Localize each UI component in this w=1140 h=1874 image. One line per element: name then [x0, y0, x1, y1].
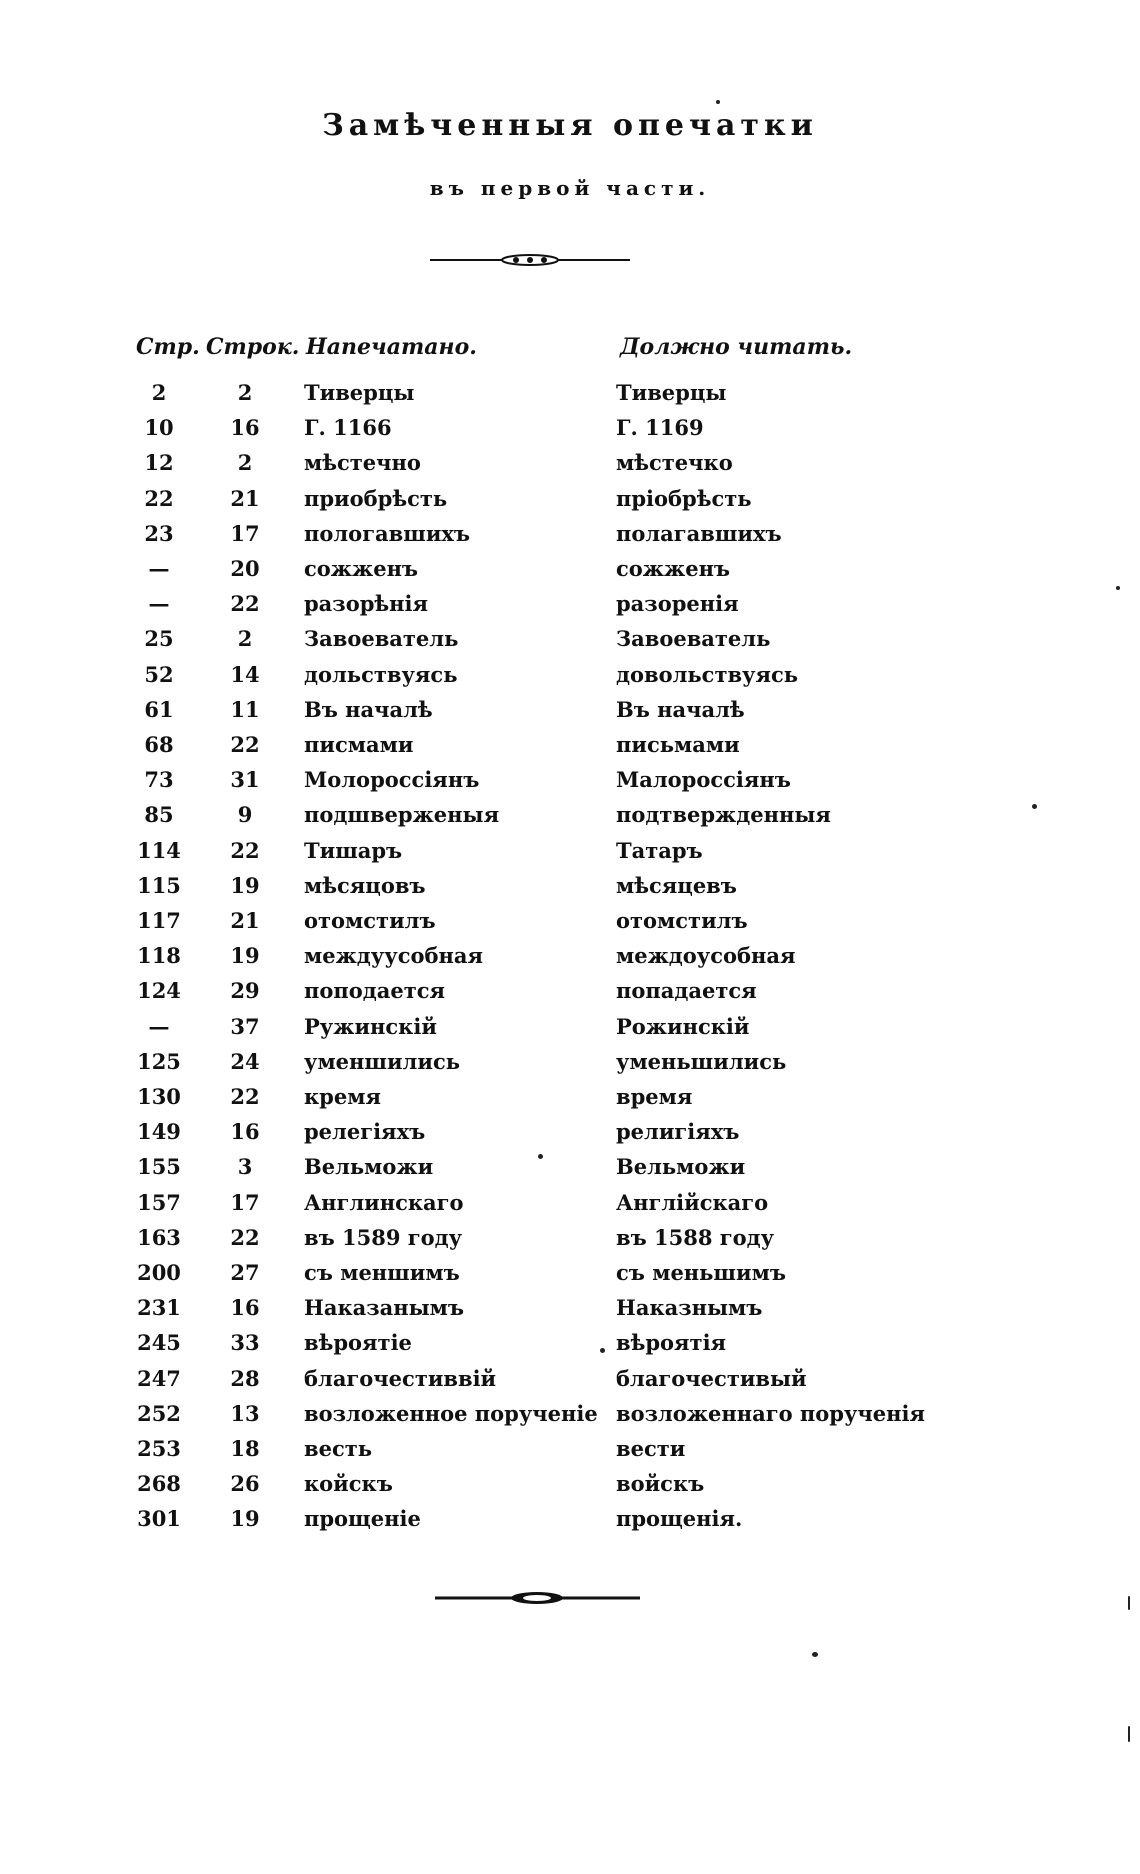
- row-page-number: 23: [144, 520, 174, 546]
- row-correct-text: Англійскаго: [616, 1189, 769, 1215]
- row-page-number: 2: [151, 380, 167, 405]
- row-line-number: 2: [237, 626, 253, 652]
- row-correct-text: пріобрѣсть: [616, 485, 752, 511]
- row-line-number: 18: [230, 1436, 260, 1461]
- row-correct-text: попадается: [616, 978, 757, 1004]
- row-correct-text: междоусобная: [616, 943, 796, 969]
- row-correct-text: Г. 1169: [616, 415, 704, 441]
- row-line-number: 16: [230, 415, 260, 441]
- row-line-number: 2: [237, 450, 253, 476]
- row-line-number: 28: [230, 1365, 260, 1391]
- row-correct-text: отомстилъ: [616, 908, 748, 933]
- header-page: Стр.: [136, 334, 200, 360]
- row-correct-text: религіяхъ: [616, 1119, 740, 1145]
- table-row: [0, 1225, 1140, 1260]
- row-correct-text: уменьшились: [616, 1048, 787, 1074]
- row-page-number: —: [148, 591, 170, 617]
- row-line-number: 19: [230, 1506, 260, 1532]
- row-printed-text: Молороссіянъ: [304, 767, 480, 793]
- table-row: [0, 1049, 1140, 1084]
- row-printed-text: мѣстечно: [304, 450, 421, 476]
- row-correct-text: письмами: [616, 732, 740, 757]
- row-line-number: 33: [230, 1330, 260, 1356]
- row-correct-text: благочестивый: [616, 1365, 807, 1391]
- row-page-number: 155: [137, 1154, 181, 1180]
- table-row: [0, 380, 1140, 415]
- table-row: [0, 873, 1140, 908]
- row-correct-text: довольствуясь: [616, 661, 799, 687]
- row-printed-text: междуусобная: [304, 943, 483, 969]
- header-printed: Напечатано.: [306, 334, 477, 360]
- table-row: [0, 838, 1140, 873]
- row-line-number: 17: [230, 1189, 260, 1215]
- row-page-number: 124: [137, 978, 181, 1004]
- row-printed-text: Тишаръ: [304, 837, 403, 863]
- row-correct-text: мѣсяцевъ: [616, 872, 737, 898]
- row-printed-text: Наказанымъ: [304, 1295, 465, 1321]
- table-row: [0, 1154, 1140, 1189]
- row-page-number: 149: [137, 1119, 181, 1145]
- ink-speck: [1128, 1726, 1130, 1742]
- table-row: [0, 767, 1140, 802]
- row-page-number: 253: [137, 1436, 181, 1461]
- row-page-number: 231: [137, 1295, 181, 1321]
- table-row: [0, 697, 1140, 732]
- row-line-number: 11: [230, 696, 260, 722]
- row-printed-text: поподается: [304, 978, 446, 1004]
- row-line-number: 31: [230, 767, 260, 793]
- header-line: Строк.: [206, 334, 300, 360]
- row-page-number: 61: [144, 696, 174, 722]
- row-printed-text: съ меншимъ: [304, 1260, 460, 1285]
- row-page-number: 12: [144, 450, 174, 476]
- row-line-number: 22: [230, 732, 260, 757]
- row-page-number: 301: [137, 1506, 181, 1532]
- row-page-number: 117: [137, 908, 181, 933]
- table-row: [0, 802, 1140, 837]
- table-row: [0, 732, 1140, 767]
- table-row: [0, 908, 1140, 943]
- row-correct-text: время: [616, 1084, 693, 1109]
- row-printed-text: Въ началѣ: [304, 696, 433, 722]
- page-title: Замѣченныя опечатки: [322, 108, 818, 143]
- row-page-number: 247: [137, 1365, 181, 1391]
- table-row: [0, 1084, 1140, 1119]
- row-correct-text: мѣстечко: [616, 450, 733, 476]
- row-page-number: 115: [137, 872, 181, 898]
- row-correct-text: войскъ: [616, 1471, 705, 1497]
- row-printed-text: пологавшихъ: [304, 520, 471, 546]
- table-row: [0, 1260, 1140, 1295]
- ink-speck: [716, 100, 720, 104]
- row-page-number: 252: [137, 1400, 181, 1426]
- row-line-number: 16: [230, 1119, 260, 1145]
- row-line-number: 3: [237, 1154, 253, 1180]
- row-correct-text: Завоеватель: [616, 626, 771, 652]
- row-printed-text: Г. 1166: [304, 415, 392, 441]
- table-row: [0, 1471, 1140, 1506]
- row-page-number: 25: [144, 626, 174, 652]
- row-page-number: 125: [137, 1048, 181, 1074]
- ink-speck: [1128, 1596, 1130, 1610]
- row-line-number: 29: [230, 978, 260, 1004]
- row-correct-text: сожженъ: [616, 556, 731, 581]
- table-row: [0, 486, 1140, 521]
- table-row: [0, 1014, 1140, 1049]
- row-printed-text: дольствуясь: [304, 661, 458, 687]
- row-correct-text: возложеннаго порученія: [616, 1400, 926, 1426]
- row-page-number: 268: [137, 1471, 181, 1497]
- table-row: [0, 450, 1140, 485]
- row-printed-text: писмами: [304, 732, 414, 757]
- table-row: [0, 556, 1140, 591]
- row-page-number: 52: [144, 661, 174, 687]
- table-row: [0, 1295, 1140, 1330]
- ink-speck: [1032, 804, 1037, 809]
- row-correct-text: съ меньшимъ: [616, 1260, 786, 1285]
- ink-speck: [538, 1154, 543, 1159]
- ink-speck: [812, 1652, 818, 1657]
- row-line-number: 19: [230, 872, 260, 898]
- row-line-number: 21: [230, 908, 260, 933]
- table-row: [0, 662, 1140, 697]
- row-line-number: 22: [230, 591, 260, 617]
- row-line-number: 14: [230, 661, 260, 687]
- row-page-number: 73: [144, 767, 174, 793]
- row-correct-text: Тиверцы: [616, 380, 727, 405]
- row-printed-text: кремя: [304, 1084, 381, 1109]
- row-line-number: 37: [230, 1013, 260, 1039]
- page-subtitle: въ первой части.: [429, 176, 711, 200]
- row-correct-text: въ 1588 году: [616, 1224, 775, 1250]
- row-page-number: 10: [144, 415, 174, 441]
- row-printed-text: приобрѣсть: [304, 485, 448, 511]
- row-line-number: 22: [230, 837, 260, 863]
- ornamental-rule-bottom: [435, 1588, 640, 1608]
- table-row: [0, 1436, 1140, 1471]
- row-correct-text: подтвержденныя: [616, 802, 831, 828]
- row-page-number: 245: [137, 1330, 181, 1356]
- table-row: [0, 1190, 1140, 1225]
- row-page-number: 118: [137, 943, 181, 969]
- row-line-number: 22: [230, 1084, 260, 1109]
- row-correct-text: Въ началѣ: [616, 696, 745, 722]
- row-line-number: 26: [230, 1471, 260, 1497]
- table-row: [0, 521, 1140, 556]
- row-line-number: 17: [230, 520, 260, 546]
- row-correct-text: вѣроятія: [616, 1330, 727, 1356]
- row-page-number: 114: [137, 837, 181, 863]
- row-page-number: 22: [144, 485, 174, 511]
- row-line-number: 16: [230, 1295, 260, 1321]
- row-page-number: —: [148, 556, 170, 581]
- row-printed-text: благочестиввій: [304, 1365, 497, 1391]
- row-printed-text: прощеніе: [304, 1506, 421, 1532]
- row-correct-text: Малороссіянъ: [616, 767, 791, 793]
- row-printed-text: разорѣнія: [304, 591, 429, 617]
- table-row: [0, 1401, 1140, 1436]
- row-printed-text: релегіяхъ: [304, 1119, 426, 1145]
- row-printed-text: сожженъ: [304, 556, 419, 581]
- row-printed-text: Вельможи: [304, 1154, 434, 1180]
- row-printed-text: весть: [304, 1436, 373, 1461]
- row-page-number: —: [148, 1013, 170, 1039]
- row-printed-text: отомстилъ: [304, 908, 436, 933]
- row-page-number: 200: [137, 1260, 181, 1285]
- table-row: [0, 626, 1140, 661]
- row-page-number: 68: [144, 732, 174, 757]
- row-correct-text: Наказнымъ: [616, 1295, 763, 1321]
- row-line-number: 27: [230, 1260, 260, 1285]
- row-printed-text: Англинскаго: [304, 1189, 464, 1215]
- table-row: [0, 1330, 1140, 1365]
- row-correct-text: прощенія.: [616, 1506, 743, 1532]
- row-page-number: 163: [137, 1224, 181, 1250]
- row-line-number: 20: [230, 556, 260, 581]
- table-row: [0, 591, 1140, 626]
- row-printed-text: Завоеватель: [304, 626, 459, 652]
- row-line-number: 2: [237, 380, 253, 405]
- table-row: [0, 415, 1140, 450]
- row-printed-text: мѣсяцовъ: [304, 872, 426, 898]
- row-correct-text: вести: [616, 1436, 686, 1461]
- header-should-read: Должно читать.: [620, 334, 853, 360]
- table-row: [0, 1119, 1140, 1154]
- row-printed-text: Ружинскій: [304, 1013, 437, 1039]
- table-row: [0, 943, 1140, 978]
- row-page-number: 85: [144, 802, 174, 828]
- row-printed-text: возложенное порученіе: [304, 1400, 598, 1426]
- row-correct-text: Вельможи: [616, 1154, 746, 1180]
- row-printed-text: въ 1589 году: [304, 1224, 463, 1250]
- row-printed-text: подшверженыя: [304, 802, 500, 828]
- ink-speck: [1116, 586, 1120, 590]
- row-line-number: 13: [230, 1400, 260, 1426]
- row-correct-text: разоренія: [616, 591, 739, 617]
- row-correct-text: Рожинскій: [616, 1013, 750, 1039]
- table-row: [0, 978, 1140, 1013]
- row-printed-text: Тиверцы: [304, 380, 415, 405]
- row-line-number: 22: [230, 1224, 260, 1250]
- row-page-number: 130: [137, 1084, 181, 1109]
- row-correct-text: полагавшихъ: [616, 520, 782, 546]
- row-page-number: 157: [137, 1189, 181, 1215]
- row-printed-text: уменшились: [304, 1048, 460, 1074]
- row-correct-text: Татаръ: [616, 837, 703, 863]
- row-line-number: 21: [230, 485, 260, 511]
- ink-speck: [600, 1348, 605, 1353]
- table-row: [0, 1506, 1140, 1541]
- row-line-number: 9: [237, 802, 253, 828]
- row-line-number: 24: [230, 1048, 260, 1074]
- row-line-number: 19: [230, 943, 260, 969]
- row-printed-text: койскъ: [304, 1471, 393, 1497]
- table-row: [0, 1366, 1140, 1401]
- row-printed-text: вѣроятіе: [304, 1330, 412, 1356]
- ornamental-rule-top: [430, 250, 630, 270]
